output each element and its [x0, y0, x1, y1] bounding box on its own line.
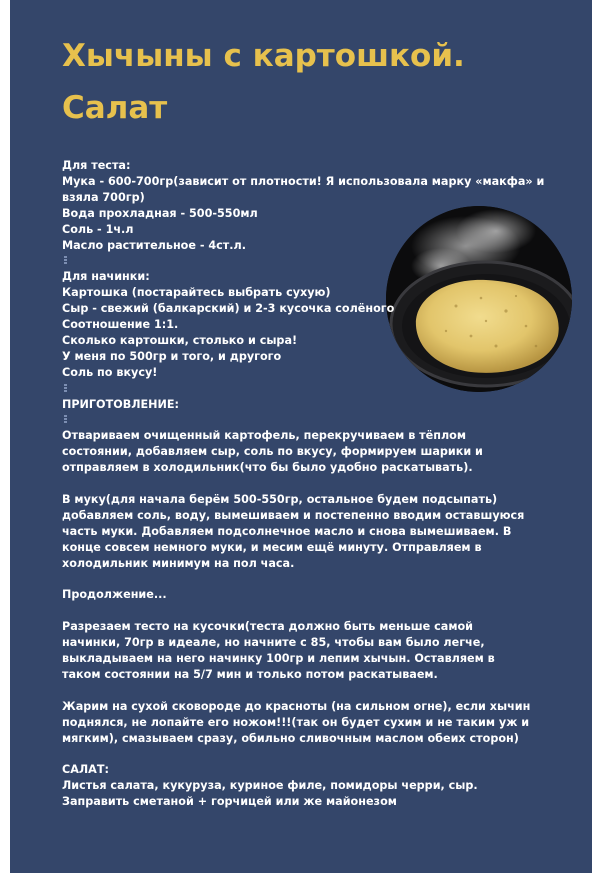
- filling-line: Соль по вкусу!: [62, 365, 158, 379]
- filling-line: Сыр - свежий (балкарский) и 2-3 кусочка солёного: [62, 302, 395, 316]
- preparation-step: Разрезаем тесто на кусочки(теста должно быть меньше самой начинки, 70гр в идеале, но начните с 85, чтобы вам было легче, выкладываем на него начинку 100гр и лепим хычын. Оставляем в таком состоянии на 5/7 мин и только потом раскатываем.: [62, 620, 495, 681]
- recipe-page: [10, 0, 592, 873]
- preparation-step: Отвариваем очищенный картофель, перекручиваем в тёплом состоянии, добавляем сыр, соль по вкусу, формируем шарики и отправляем в холодильник(что бы было удобно раскатывать).: [62, 429, 483, 475]
- filling-line: Сколько картошки, столько и сыра!: [62, 333, 298, 347]
- divider-dots-icon: [62, 253, 532, 269]
- filling-heading: Для начинки:: [62, 270, 150, 284]
- filling-line: У меня по 500гр и того, и другого: [62, 349, 282, 363]
- filling-line: Картошка (постарайтесь выбрать сухую): [62, 286, 331, 300]
- page-title: Хычыны с картошкой. Салат: [62, 38, 465, 126]
- preparation-step: Жарим на сухой сковороде до красноты (на сильном огне), если хычин поднялся, не лопайте его ножом!!!(так он будет сухим и не таким уж и мягким), смазываем сразу, обильно сливочным маслом обеих сторон): [62, 699, 531, 745]
- dough-heading: Для теста:: [62, 159, 131, 172]
- preparation-continuation: Продолжение...: [62, 588, 167, 602]
- salad-heading: САЛАТ:: [62, 763, 109, 777]
- recipe-text: [62, 158, 545, 810]
- dough-line: Соль - 1ч.л: [62, 222, 134, 236]
- dough-line: Мука - 600-700гр(зависит от плотности! Я использовала марку «макфа» и: [62, 174, 545, 188]
- filling-line: Соотношение 1:1.: [62, 318, 179, 332]
- dough-line: Вода прохладная - 500-550мл: [62, 206, 258, 220]
- salad-line: Заправить сметаной + горчицей или же майонезом: [62, 795, 397, 809]
- divider-dots-icon: [62, 381, 532, 397]
- preparation-step: В муку(для начала берём 500-550гр, остальное будем подсыпать) добавляем соль, воду, вымешиваем и постепенно вводим оставшуюся часть муки. Добавляем подсолнечное масло и снова вымешиваем. В конце совсем немного муки, и месим ещё минуту. Отправляем в холодильник минимум на пол часа.: [62, 492, 525, 570]
- dough-line: Масло растительное - 4ст.л.: [62, 238, 246, 252]
- dough-line: взяла 700гр): [62, 190, 145, 204]
- preparation-heading: ПРИГОТОВЛЕНИЕ:: [62, 397, 180, 411]
- salad-line: Листья салата, кукуруза, куриное филе, помидоры черри, сыр.: [62, 779, 478, 793]
- divider-dots-icon: [62, 412, 532, 428]
